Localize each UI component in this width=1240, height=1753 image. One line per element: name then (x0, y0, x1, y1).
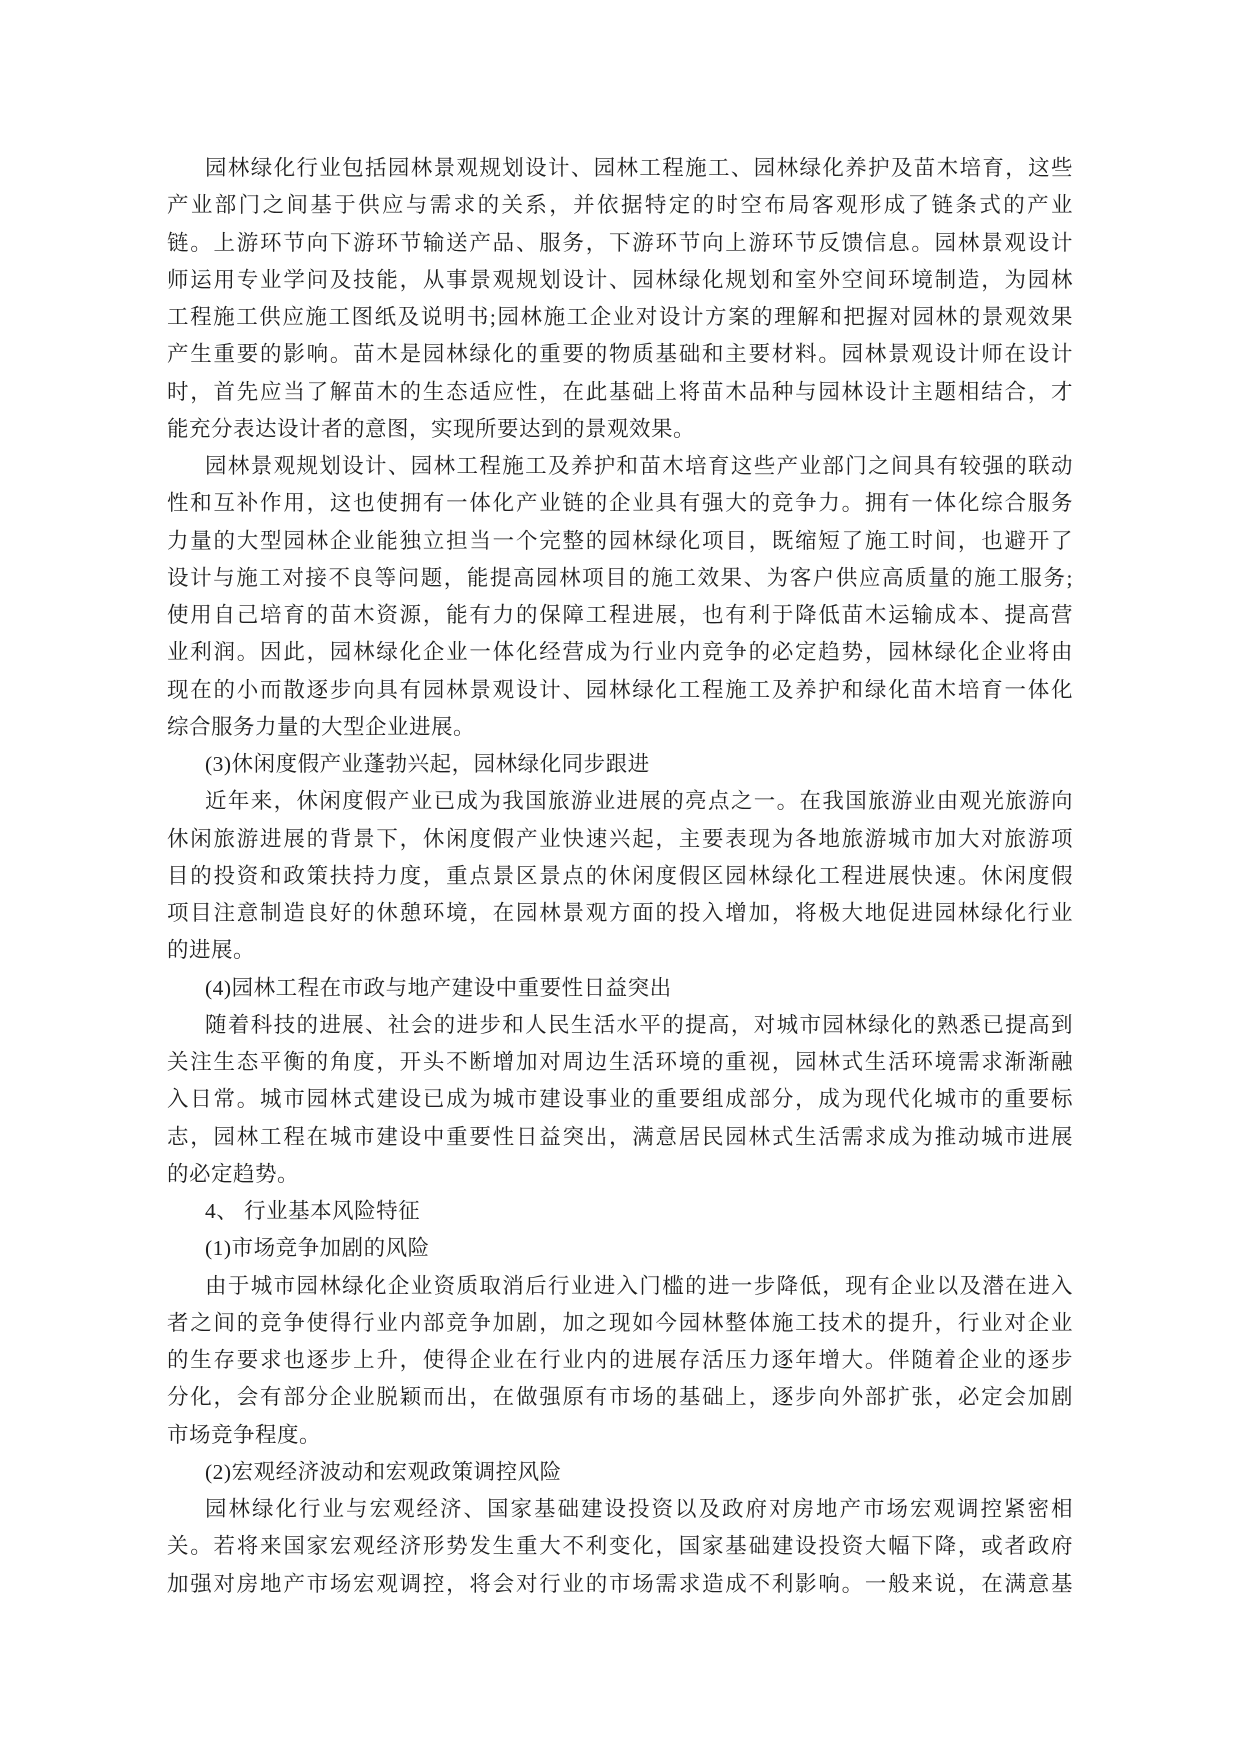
text-line: 设计与施工对接不良等问题，能提高园林项目的施工效果、为客户供应高质量的施工服务; (167, 565, 1073, 590)
text-line: 市场竞争程度。 (167, 1422, 322, 1447)
text-line: 力量的大型园林企业能独立担当一个完整的园林绿化项目，既缩短了施工时间，也避开了 (167, 528, 1073, 553)
text-line: 师运用专业学问及技能，从事景观规划设计、园林绿化规划和室外空间环境制造，为园林 (167, 267, 1073, 292)
text-line: 现在的小而散逐步向具有园林景观设计、园林绿化工程施工及养护和绿化苗木培育一体化 (167, 677, 1073, 702)
text-line: 园林景观规划设计、园林工程施工及养护和苗木培育这些产业部门之间具有较强的联动 (205, 454, 1073, 478)
text-line: 综合服务力量的大型企业进展。 (167, 714, 476, 739)
heading-line: (4)园林工程在市政与地产建设中重要性日益突出 (205, 975, 672, 1000)
heading-line: 4、 行业基本风险特征 (205, 1199, 421, 1223)
text-line: 能充分表达设计者的意图，实现所要达到的景观效果。 (167, 416, 696, 441)
text-line: 产生重要的影响。苗木是园林绿化的重要的物质基础和主要材料。园林景观设计师在设计 (167, 342, 1073, 367)
text-line: 分化，会有部分企业脱颖而出，在做强原有市场的基础上，逐步向外部扩张，必定会加剧 (167, 1385, 1073, 1410)
text-line: 园林绿化行业与宏观经济、国家基础建设投资以及政府对房地产市场宏观调控紧密相 (205, 1497, 1073, 1521)
text-line: 随着科技的进展、社会的进步和人民生活水平的提高，对城市园林绿化的熟悉已提高到 (205, 1012, 1073, 1037)
text-line: 目的投资和政策扶持力度，重点景区景点的休闲度假区园林绿化工程进展快速。休闲度假 (167, 863, 1073, 888)
text-line: 园林绿化行业包括园林景观规划设计、园林工程施工、园林绿化养护及苗木培育，这些 (205, 156, 1073, 180)
text-line: 的进展。 (167, 938, 256, 963)
text-line: 产业部门之间基于供应与需求的关系，并依据特定的时空布局客观形成了链条式的产业 (167, 193, 1073, 218)
text-line: 近年来，休闲度假产业已成为我国旅游业进展的亮点之一。在我国旅游业由观光旅游向 (205, 789, 1073, 814)
text-line: 时，首先应当了解苗木的生态适应性，在此基础上将苗木品种与园林设计主题相结合，才 (167, 379, 1073, 404)
text-line: 的必定趋势。 (167, 1161, 300, 1186)
text-line: 业利润。因此，园林绿化企业一体化经营成为行业内竞争的必定趋势，园林绿化企业将由 (167, 640, 1073, 665)
text-line: 入日常。城市园林式建设已成为城市建设事业的重要组成部分，成为现代化城市的重要标 (167, 1087, 1073, 1112)
text-line: 链。上游环节向下游环节输送产品、服务，下游环节向上游环节反馈信息。园林景观设计 (167, 230, 1073, 255)
text-line: 志，园林工程在城市建设中重要性日益突出，满意居民园林式生活需求成为推动城市进展 (167, 1124, 1073, 1149)
heading-line: (3)休闲度假产业蓬勃兴起，园林绿化同步跟进 (205, 752, 650, 776)
text-line: 的生存要求也逐步上升，使得企业在行业内的进展存活压力逐年增大。伴随着企业的逐步 (167, 1348, 1073, 1372)
text-line: 工程施工供应施工图纸及说明书;园林施工企业对设计方案的理解和把握对园林的景观效果 (167, 305, 1073, 329)
heading-line: (2)宏观经济波动和宏观政策调控风险 (205, 1459, 562, 1484)
text-line: 性和互补作用，这也使拥有一体化产业链的企业具有强大的竞争力。拥有一体化综合服务 (167, 491, 1073, 516)
text-line: 使用自己培育的苗木资源，能有力的保障工程进展，也有利于降低苗木运输成本、提高营 (167, 603, 1073, 627)
text-line: 项目注意制造良好的休憩环境，在园林景观方面的投入增加，将极大地促进园林绿化行业 (167, 901, 1073, 925)
text-line: 关。若将来国家宏观经济形势发生重大不利变化，国家基础建设投资大幅下降，或者政府 (167, 1534, 1073, 1559)
text-line: 关注生态平衡的角度，开头不断增加对周边生活环境的重视，园林式生活环境需求渐渐融 (167, 1050, 1073, 1074)
text-line: 休闲旅游进展的背景下，休闲度假产业快速兴起，主要表现为各地旅游城市加大对旅游项 (167, 826, 1073, 851)
text-line: 者之间的竞争使得行业内部竞争加剧，加之现如今园林整体施工技术的提升，行业对企业 (167, 1310, 1073, 1335)
text-line: 由于城市园林绿化企业资质取消后行业进入门槛的进一步降低，现有企业以及潜在进入 (205, 1273, 1073, 1298)
text-line: 加强对房地产市场宏观调控，将会对行业的市场需求造成不利影响。一般来说，在满意基 (167, 1571, 1073, 1596)
heading-line: (1)市场竞争加剧的风险 (205, 1236, 430, 1261)
text-block (167, 150, 1073, 1603)
